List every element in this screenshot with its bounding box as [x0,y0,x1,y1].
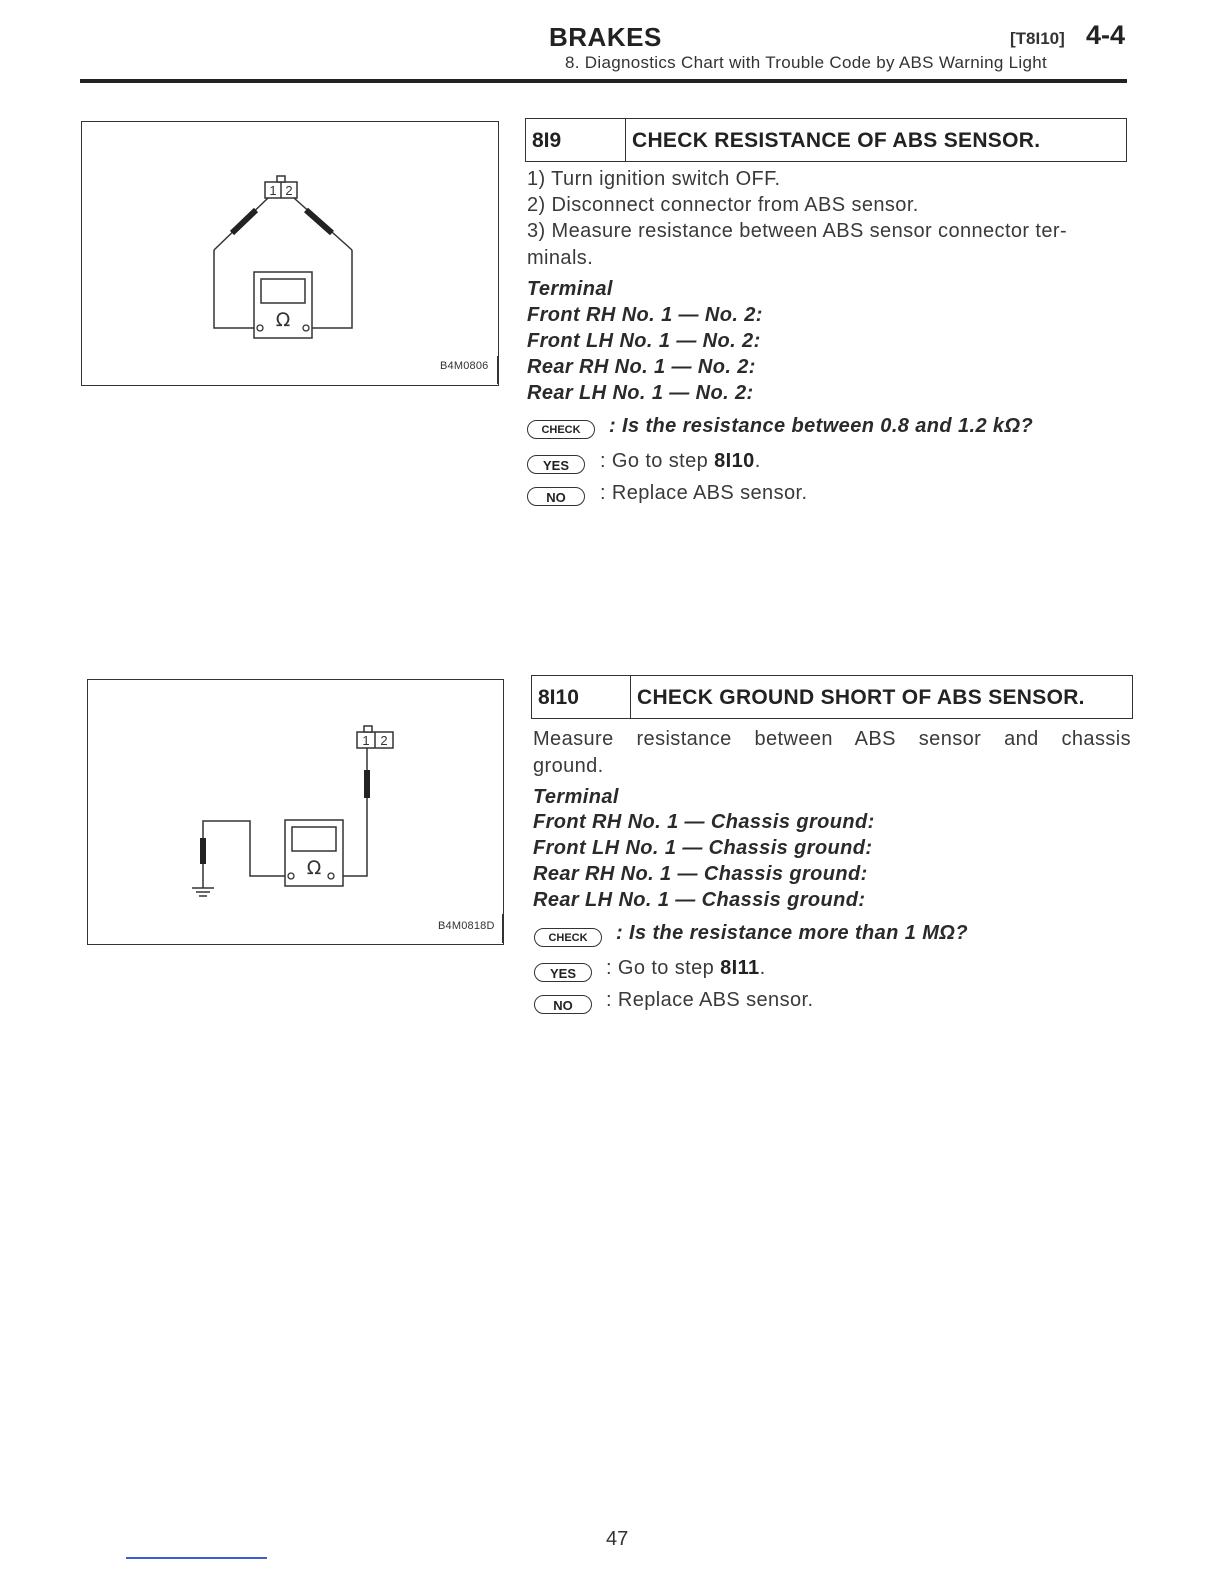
pin-label-2: 2 [380,733,388,748]
wiring-diagram-1 [82,122,498,385]
step-number: 8I9 [526,119,626,161]
ohm-symbol: Ω [275,309,291,331]
step-instruction: 1) Turn ignition switch OFF. [527,168,781,190]
pin-label-1: 1 [362,733,370,748]
no-answer: : Replace ABS sensor. [600,482,808,504]
terminal-line: Rear LH No. 1 — No. 2: [527,382,754,404]
figure-ref: B4M0818D [438,920,495,932]
step-number: 8I10 [532,676,631,718]
pin-label-1: 1 [269,183,277,198]
section-subtitle: 8. Diagnostics Chart with Trouble Code by ABS Warning Light [565,53,1047,72]
no-badge: NO [534,995,592,1014]
step-instruction: 3) Measure resistance between ABS sensor connector ter- [527,220,1068,242]
terminal-heading: Terminal [527,278,613,300]
terminal-line: Rear RH No. 1 — Chassis ground: [533,863,868,885]
yes-badge: YES [527,455,585,474]
step-instruction: 2) Disconnect connector from ABS sensor. [527,194,919,216]
check-question: : Is the resistance more than 1 MΩ? [616,922,968,944]
wiring-diagram-2 [88,680,503,944]
step-title: CHECK GROUND SHORT OF ABS SENSOR. [637,686,1085,709]
yes-badge: YES [534,963,592,982]
no-answer: : Replace ABS sensor. [606,989,814,1011]
step-title: CHECK RESISTANCE OF ABS SENSOR. [632,129,1041,152]
check-badge: CHECK [527,420,595,439]
step-instruction: ground. [533,755,604,777]
terminal-line: Rear RH No. 1 — No. 2: [527,356,756,378]
step-header-8I9 [525,118,1127,162]
page-number: 47 [606,1528,629,1550]
section-number: 4-4 [1086,20,1126,50]
figure-ohmmeter-between-terminals [81,121,499,386]
yes-step-ref: 8I10 [714,450,755,472]
figure-ref-divider [502,914,504,943]
section-title: BRAKES [549,22,662,52]
terminal-heading: Terminal [533,786,619,808]
ohm-symbol: Ω [306,857,322,879]
footer-rule [126,1557,267,1559]
no-badge: NO [527,487,585,506]
yes-answer: : Go to step 8I11. [606,957,766,979]
figure-ohmmeter-to-ground [87,679,504,945]
check-question: : Is the resistance between 0.8 and 1.2 kΩ? [609,415,1034,437]
step-instruction: Measure resistance between ABS sensor and chassis [533,728,1131,750]
terminal-line: Rear LH No. 1 — Chassis ground: [533,889,866,911]
step-header-8I10 [531,675,1133,719]
header-rule [80,79,1127,83]
check-badge: CHECK [534,928,602,947]
terminal-line: Front LH No. 1 — Chassis ground: [533,837,873,859]
terminal-line: Front RH No. 1 — Chassis ground: [533,811,875,833]
step-instruction: minals. [527,247,594,269]
figure-ref-divider [497,356,499,384]
yes-step-ref: 8I11 [720,957,760,979]
terminal-line: Front LH No. 1 — No. 2: [527,330,761,352]
pin-label-2: 2 [285,183,293,198]
figure-ref: B4M0806 [440,360,489,372]
terminal-line: Front RH No. 1 — No. 2: [527,304,763,326]
section-code: [T8I10] [1010,29,1065,48]
yes-answer: : Go to step 8I10. [600,450,761,472]
